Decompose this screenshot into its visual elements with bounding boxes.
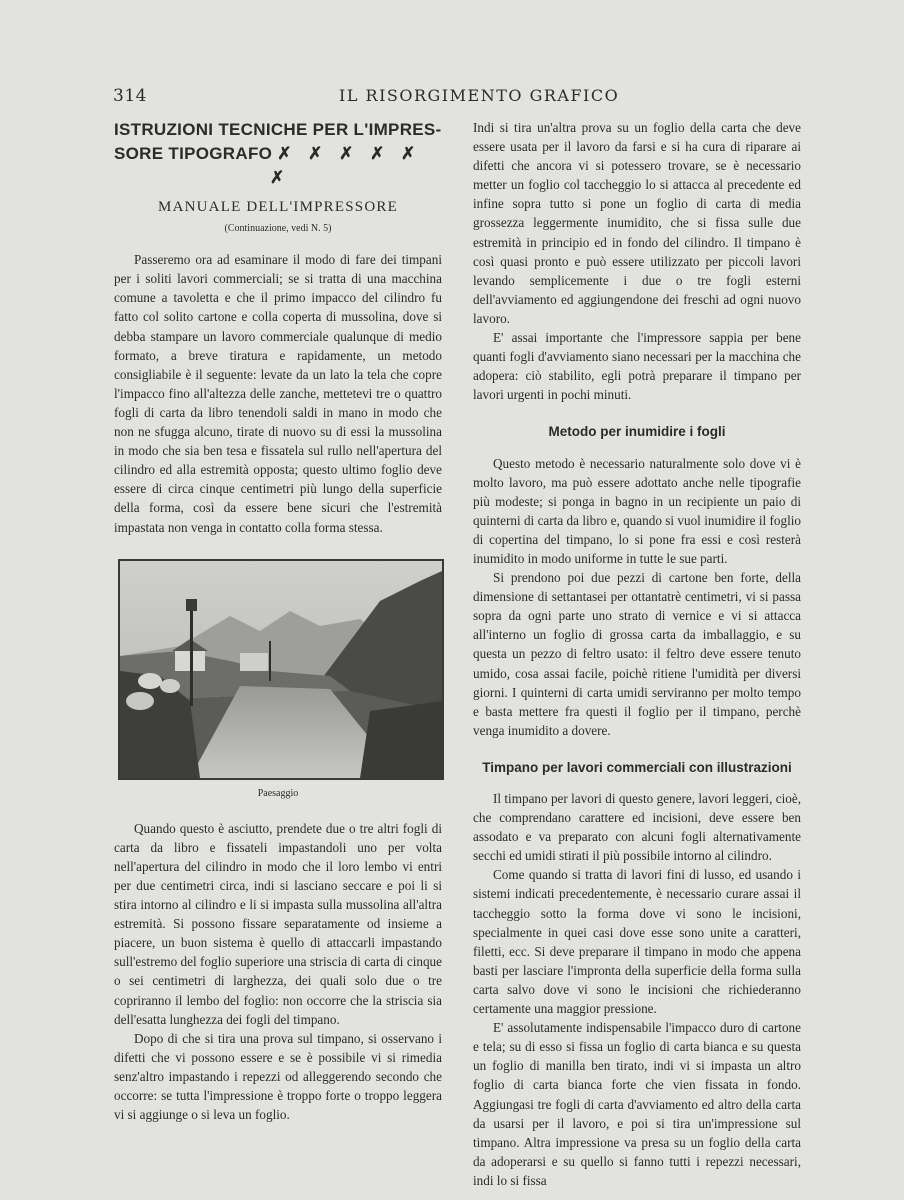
article-subtitle: MANUALE DELL'IMPRESSORE bbox=[158, 199, 398, 215]
ornament-single: ✗ bbox=[270, 168, 291, 187]
left-column bbox=[114, 118, 442, 1124]
paragraph: Il timpano per lavori di questo genere, lavori leggeri, cioè, che comprendano carattere ed incisioni, deve essere ben assodato e va preparato con alcuni fogli alternativamente secchi ed umidi stirati il più possibile intorno al cilindro. bbox=[473, 791, 801, 864]
paragraph: Passeremo ora ad esaminare il modo di fare dei timpani per i soliti lavori commerciali; se si tratta di una macchina comune a tavoletta e che il primo impacco del cilindro fu fatto col solito cartone e colla coperta di mussolina, dove si debba stampare un lavoro commerciale qualunque di medio formato, a breve tiratura e rapidamente, un metodo consigliabile è il seguente: levate da un lato la tela che copre l'impacco fino all'altezza delle zanche, mettetevi tre o quattro fogli di carta da libro tenendoli saldi in mano in modo che non ne sfugga alcuno, tirate di nuovo su di essi la mussolina in modo che sia ben tesa e fissatela sul rullo nell'apertura del cilindro ed alla estremità opposta; questo ultimo foglio deve essere di circa cinque centimetri più lungo della superficie della forma, così da essere bene sicuri che l'estremità impastata non venga in contatto colla forma stessa. bbox=[114, 252, 442, 535]
page-number: 314 bbox=[113, 86, 147, 106]
paragraph: E' assolutamente indispensabile l'impacco duro di cartone e tela; su di esso si fissa un foglio di carta bianca e su questa un foglio di manilla ben tirato, indi vi si impasta un altro foglio di carta bianca forte che vien fissata in fondo. Aggiungasi tre fogli di carta d'avviamento ed altro della carta da usarsi per il lavoro, e poi si tira un'impressione sul timpano. Altra impressione va presa su un foglio della carta da adoperarsi e su quello si fanno tutti i repezzi necessari, indi lo si fissa bbox=[473, 1020, 801, 1188]
continuation-note: (Continuazione, vedi N. 5) bbox=[224, 223, 332, 235]
photo-caption: Paesaggio bbox=[257, 787, 299, 799]
paragraph: Come quando si tratta di lavori fini di lusso, ed usando i sistemi indicati precedentemente, è necessario curare assai il taccheggio sotto la forma dove vi sono le incisioni, specialmente in quei casi dove esse sono unite a caratteri, filetti, ecc. Si deve preparare il timpano in modo che appena basti per lasciare l'impronta della superficie della forma sulla carta salvo dove vi sono le incisioni che richiederanno certamente una maggior pressione. bbox=[473, 867, 801, 1017]
paragraph: E' assai importante che l'impressore sappia per bene quanti fogli d'avviamento siano necessari per la macchina che adopera: ciò stabilito, egli potrà preparare il timpano per lavori urgenti in pochi minuti. bbox=[473, 330, 801, 403]
landscape-image bbox=[120, 561, 442, 778]
section-heading: Timpano per lavori commerciali con illustrazioni bbox=[482, 759, 792, 775]
paragraph: Si prendono poi due pezzi di cartone ben forte, della dimensione di settantasei per ottantatrè centimetri, vi si passa sopra da ogni parte uno strato di vernice e vi si attacca all'interno un foglio di grossa carta da imballaggio, e su questa un pezzo di feltro usato: il feltro deve essere tenuto umido, cosa assai facile, poichè ritiene l'umidità per diversi giorni. I quinterni di carta umidi serviranno per molto tempo e basta mettere fra questi il foglio per il timpano, perchè venga inumidito a dovere. bbox=[473, 570, 801, 738]
right-column bbox=[473, 118, 801, 1190]
paragraph: Questo metodo è necessario naturalmente solo dove vi è molto lavoro, ma può essere adottato anche nelle tipografie più modeste; si ponga in bagno in un recipiente un paio di quinterni di carta da libro e, quando si vuol inumidire il foglio di copertina del timpano, lo si pone fra essi e così resterà inumidito in modo uniforme in tutte le sue parti. bbox=[473, 455, 801, 566]
article-title bbox=[114, 118, 442, 190]
running-title: IL RISORGIMENTO GRAFICO bbox=[339, 86, 620, 105]
paragraph: Dopo di che si tira una prova sul timpano, si osservano i difetti che vi possono essere e se è possibile vi si rimedia senz'altro impastando i repezzi od alleggerendo secondo che occorre: se tutta l'impressione è troppo forte o troppo leggera vi si aggiunge o si leva un foglio. bbox=[114, 1030, 442, 1123]
page-header bbox=[113, 86, 825, 108]
article-title-line1: ISTRUZIONI TECNICHE PER L'IMPRES- bbox=[114, 120, 442, 139]
paragraph: Indi si tira un'altra prova su un foglio della carta che deve essere usata per il lavoro da farsi e si ha cura di riparare ai difetti che ancora vi si potessero trovare, se è necessario metter un foglio col taccheggio lo si attacca al precedente ed infine sopra tutto si pone un foglio di carta di media grossezza leggermente inumidito, che si fissa sulle due estremità in principio ed in fondo del cilindro. Il timpano è così quasi pronto e può essere utilizzato per piccoli lavori levando semplicemente i due o tre fogli esterni dell'avviamento ed aggiungendone dei freschi ad ogni nuovo lavoro. bbox=[473, 120, 801, 326]
paragraph: Quando questo è asciutto, prendete due o tre altri fogli di carta da libro e fissateli impastandoli uno per volta nell'apertura del cilindro in modo che il loro lembo vi entri per due centimetri circa, indi si lasciano seccare e poi li si stira intorno al cilindro e li si impasta sulla mussolina all'altra estremità. Si possono fissare separatamente od insieme a piacere, un buon sistema è quello di attaccarli impastando sull'estremo del foglio superiore una striscia di carta di cinque o sei centimetri di larghezza, dei quali solo due o tre copriranno il lembo del foglio: non occorre che la striscia sia dell'esatta lunghezza dei fogli del timpano. bbox=[114, 820, 442, 1027]
ornament-row: ✗ ✗ ✗ ✗ ✗ bbox=[277, 144, 422, 163]
article-title-line2: SORE TIPOGRAFO bbox=[114, 144, 273, 163]
landscape-photo bbox=[118, 559, 444, 780]
section-heading: Metodo per inumidire i fogli bbox=[548, 424, 726, 440]
